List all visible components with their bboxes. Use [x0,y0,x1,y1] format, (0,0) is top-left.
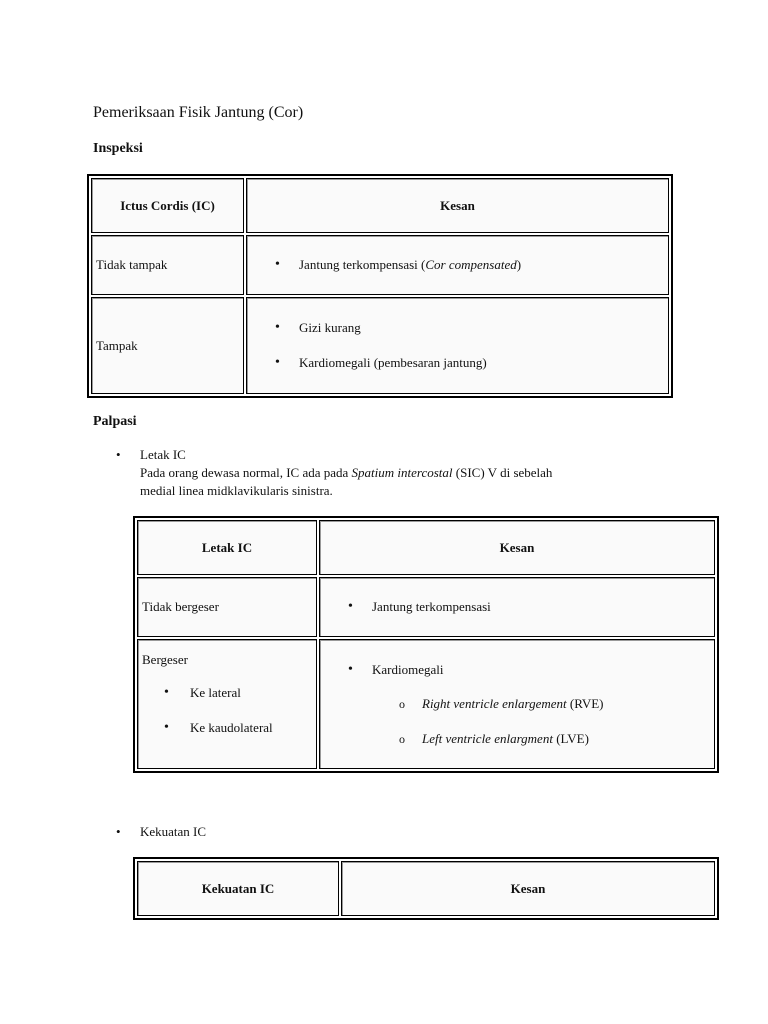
table-kekuatan-ic [133,857,719,920]
bullet-letak-ic: Letak IC [140,447,186,462]
table-row [91,235,669,295]
table-row [137,577,715,637]
bullet-kekuatan-ic: Kekuatan IC [140,824,207,839]
row-content [246,297,669,394]
table-inspeksi [87,174,673,398]
page-title: Pemeriksaan Fisik Jantung (Cor) [93,104,304,121]
row-label: Tampak [91,297,244,394]
list-item: o Right ventricle enlargement (RVE) [324,695,710,713]
table-header-ictus-cordis: Ictus Cordis (IC) [91,178,244,233]
list-item: • Jantung terkompensasi (Cor compensated) [271,256,664,274]
table-header-letak-ic: Letak IC [137,520,317,575]
list-item: • Ke kaudolateral [142,719,312,737]
table-header-kesan: Kesan [319,520,715,575]
bullet-dot: • [116,447,121,462]
row-label-text: Bergeser [142,652,188,667]
letak-description-line2: medial linea midklavikularis sinistra. [140,483,333,498]
table-header-kesan: Kesan [246,178,669,233]
row-content [319,577,715,637]
list-item: • Kardiomegali (pembesaran jantung) [271,354,664,372]
row-content [319,639,715,769]
list-item: • Jantung terkompensasi [344,598,710,616]
section-heading-palpasi: Palpasi [93,414,137,429]
list-item: • Kardiomegali [344,661,710,679]
list-item: • Gizi kurang [271,319,664,337]
table-header-kekuatan-ic: Kekuatan IC [137,861,339,916]
table-row [137,639,715,769]
list-item: o Left ventricle enlargment (LVE) [324,730,710,748]
table-letak-ic [133,516,719,773]
bullet-dot: • [116,824,121,839]
row-content [246,235,669,295]
row-label: Tidak bergeser [137,577,317,637]
row-label [137,639,317,769]
section-heading-inspeksi: Inspeksi [93,141,143,156]
letak-description: Pada orang dewasa normal, IC ada pada Spatium intercostal (SIC) V di sebelah [140,465,553,480]
list-item: • Ke lateral [142,684,312,702]
table-row [91,297,669,394]
row-label: Tidak tampak [91,235,244,295]
table-header-kesan: Kesan [341,861,715,916]
